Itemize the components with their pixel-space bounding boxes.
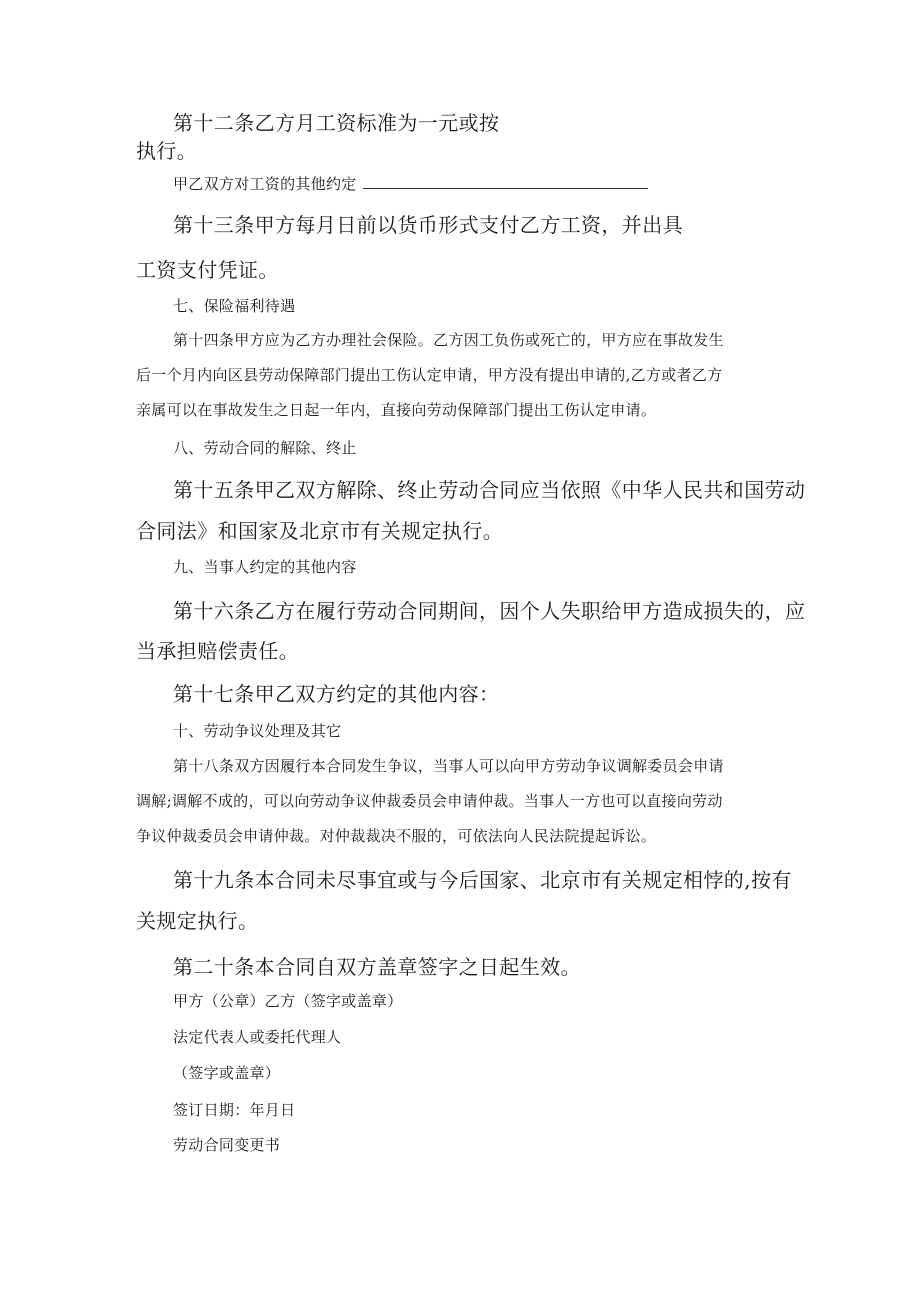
article-19-line-2: 关规定执行。 (136, 909, 259, 933)
party-signatures: 甲方（公章）乙方（签字或盖章） (173, 992, 403, 1010)
article-18-line-3: 争议仲裁委员会申请仲裁。对仲裁裁决不服的，可依法向人民法院提起诉讼。 (136, 827, 657, 845)
blank-underline (363, 175, 648, 189)
section-7-heading: 七、保险福利待遇 (173, 297, 296, 315)
article-15-line-1: 第十五条甲乙双方解除、终止劳动合同应当依照《中华人民共和国劳动 (173, 478, 806, 502)
legal-representative: 法定代表人或委托代理人 (173, 1028, 342, 1046)
article-15-line-2: 合同法》和国家及北京市有关规定执行。 (136, 519, 504, 543)
article-18-line-1: 第十八条双方因履行本合同发生争议，当事人可以向甲方劳动争议调解委员会申请 (173, 757, 724, 775)
wage-other-agreement (173, 173, 648, 194)
article-13-line-1: 第十三条甲方每月日前以货币形式支付乙方工资，并出具 (173, 213, 683, 237)
section-9-heading: 九、当事人约定的其他内容 (173, 558, 357, 576)
section-8-heading: 八、劳动合同的解除、终止 (173, 439, 357, 457)
article-16-line-1: 第十六条乙方在履行劳动合同期间，因个人失职给甲方造成损失的，应 (173, 599, 806, 623)
article-17: 第十七条甲乙双方约定的其他内容： (173, 682, 500, 706)
sign-or-seal: （签字或盖章） (173, 1064, 281, 1082)
article-19-line-1: 第十九条本合同未尽事宜或与今后国家、北京市有关规定相悖的,按有 (173, 868, 792, 892)
wage-other-agreement-label: 甲乙双方对工资的其他约定 (173, 175, 357, 193)
article-16-line-2: 当承担赔偿责任。 (136, 639, 300, 663)
signing-date: 签订日期：年月日 (173, 1101, 296, 1119)
article-12-line-2: 执行。 (136, 139, 198, 163)
article-14-line-3: 亲属可以在事故发生之日起一年内，直接向劳动保障部门提出工伤认定申请。 (136, 401, 657, 419)
article-20: 第二十条本合同自双方盖章签字之日起生效。 (173, 955, 581, 979)
contract-change-title: 劳动合同变更书 (173, 1136, 281, 1154)
article-12-line-1: 第十二条乙方月工资标准为一元或按 (173, 111, 500, 135)
article-18-line-2: 调解;调解不成的，可以向劳动争议仲裁委员会申请仲裁。当事人一方也可以直接向劳动 (136, 792, 723, 810)
article-13-line-2: 工资支付凭证。 (136, 258, 279, 282)
article-14-line-2: 后一个月内向区县劳动保障部门提出工伤认定申请，甲方没有提出申请的,乙方或者乙方 (136, 366, 723, 384)
section-10-heading: 十、劳动争议处理及其它 (173, 722, 342, 740)
article-14-line-1: 第十四条甲方应为乙方办理社会保险。乙方因工负伤或死亡的，甲方应在事故发生 (173, 331, 724, 349)
